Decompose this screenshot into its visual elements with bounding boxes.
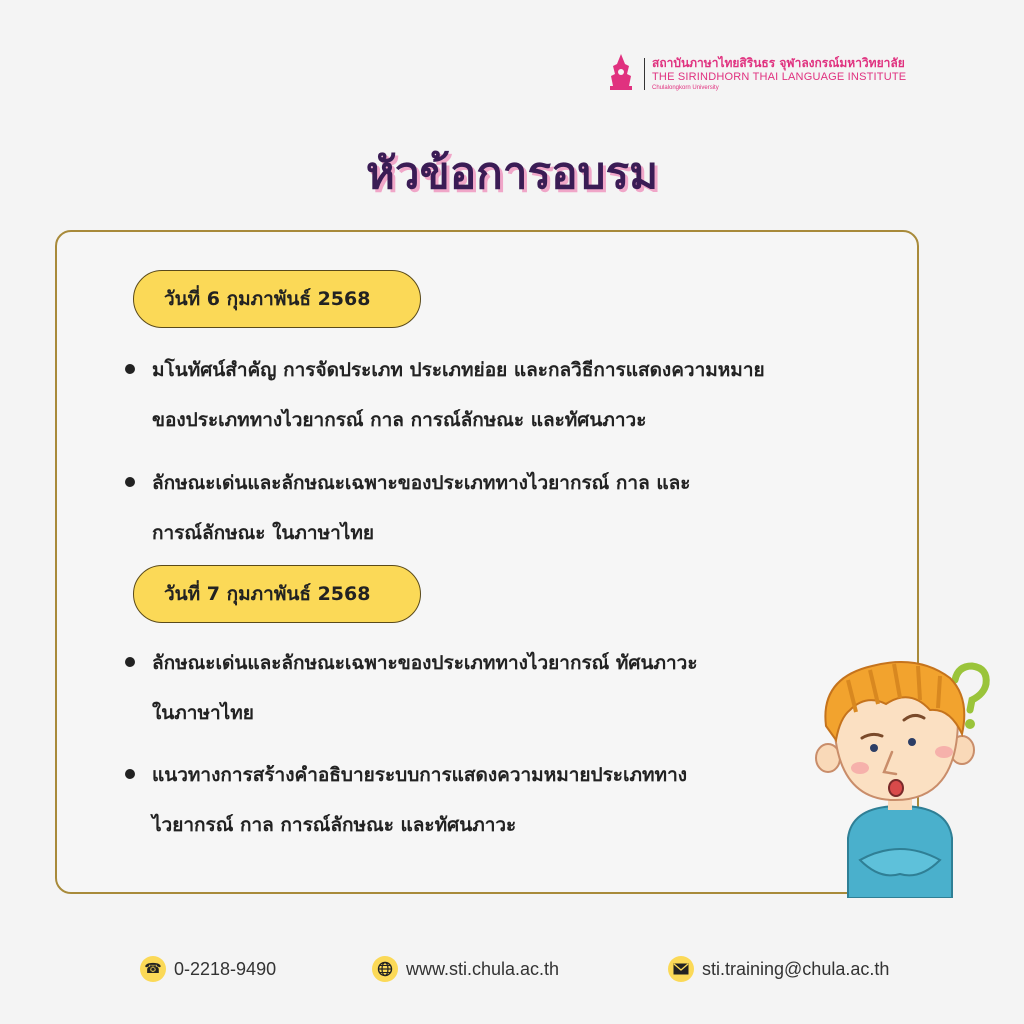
list-item [125,750,895,850]
email-address: sti.training@chula.ac.th [702,958,890,979]
list-item-line: ไวยากรณ์ กาล การณ์ลักษณะ และทัศนภาวะ [152,814,517,836]
list-item-line: มโนทัศน์สำคัญ การจัดประเภท ประเภทย่อย และกลวิธีการแสดงความหมาย [152,359,765,381]
list-item-line: ในภาษาไทย [152,702,254,724]
logo-university: Chulalongkorn University [652,85,719,91]
emblem-icon [606,52,636,92]
logo-divider [644,58,645,90]
list-item-line: ลักษณะเด่นและลักษณะเฉพาะของประเภททางไวยากรณ์ กาล และ [152,472,691,494]
list-item-line: แนวทางการสร้างคำอธิบายระบบการแสดงความหมายประเภททาง [152,764,688,786]
phone-icon: ☎ [140,956,166,982]
footer-website[interactable] [372,955,559,983]
footer-email[interactable] [668,955,889,983]
bullet-dot [125,769,135,779]
list-item [125,458,895,558]
page-title: หัวข้อการอบรม [365,148,659,199]
date-badge-day1: วันที่ 6 กุมภาพันธ์ 2568 [133,270,421,328]
mail-icon [668,956,694,982]
footer-phone[interactable] [140,955,276,983]
logo-thai-name: สถาบันภาษาไทยสิรินธร จุฬาลงกรณ์มหาวิทยาลัย [652,56,905,70]
institute-logo [606,52,926,94]
date-badge-day2: วันที่ 7 กุมภาพันธ์ 2568 [133,565,421,623]
list-item-line: ของประเภททางไวยากรณ์ กาล การณ์ลักษณะ และทัศนภาวะ [152,409,647,431]
bullet-dot [125,477,135,487]
list-item [125,638,895,738]
list-item-line: การณ์ลักษณะ ในภาษาไทย [152,522,374,544]
bullet-dot [125,364,135,374]
phone-number: 0-2218-9490 [174,958,277,979]
globe-icon [372,956,398,982]
list-item-line: ลักษณะเด่นและลักษณะเฉพาะของประเภททางไวยากรณ์ ทัศนภาวะ [152,652,698,674]
logo-english-name: THE SIRINDHORN THAI LANGUAGE INSTITUTE [652,71,907,83]
bullet-dot [125,657,135,667]
list-item [125,345,895,445]
website-link: www.sti.chula.ac.th [406,958,560,979]
confused-person-illustration [800,648,1000,898]
